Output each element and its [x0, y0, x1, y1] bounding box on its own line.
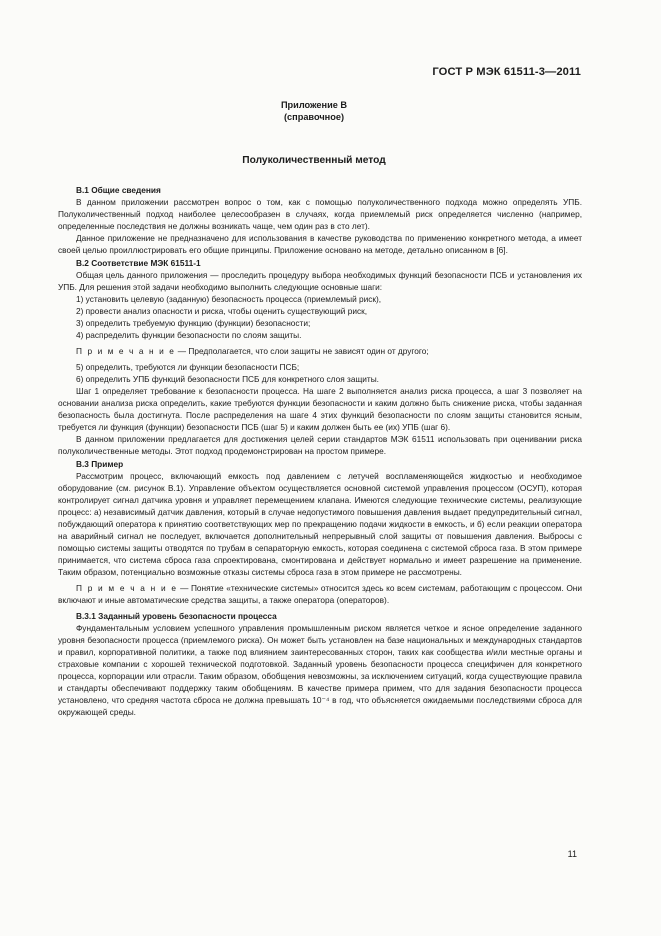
- list-item: 2) провести анализ опасности и риска, чтобы оценить существующий риск,: [76, 306, 368, 316]
- list-item: 4) распределить функции безопасности по слоям защиты.: [76, 330, 302, 340]
- section-heading-b1: В.1 Общие сведения: [76, 185, 161, 195]
- annex-block: [0, 99, 628, 123]
- page-title: Полуколичественный метод: [242, 155, 386, 166]
- note-text: — Понятие «технические системы» относится здесь ко всем системам, работающим с процессом. Они включают и иные автоматические средства защиты, а также оператора (операторов).: [58, 583, 582, 605]
- annex-title: Приложение В: [280, 100, 348, 110]
- paragraph: Фундаментальным условием успешного управления промышленным риском является четкое и ясное определение заданного уровня безопасности процесса (приемлемого риска). Он может быть установлен на базе национальных и международных стандартов и правил, корпоративной политики, а также под влиянием заинтересованных сторон, таких как сообщества и/или местные органы и страховые компании с хорошей технической подготовкой. Заданный уровень безопасности процесса специфичен для конкретного процесса, корпорации или отрасли. Таким образом, обобщения невозможны, за исключением ситуаций, когда существующие правила и стандарты обеспечивают поддержку таким обобщениям. В качестве примера примем, что для задания безопасности процесса установлено, что средняя частота сброса не должна превышать 10⁻⁴ в год, что объясняется ожидаемыми последствиями сброса для окружающей среды.: [58, 623, 582, 717]
- standard-header: ГОСТ Р МЭК 61511-3—2011: [432, 66, 581, 78]
- note: [58, 582, 582, 606]
- paragraph: Шаг 1 определяет требование к безопасности процесса. На шаге 2 выполняется анализ риска процесса, а шаг 3 позволяет на основании анализа риска определить, какие требуются функции безопасности и каким должно быть снижение риска, чтобы заданная безопасность была достигнута. После распределения на шаге 4 этих функций безопасности по слоям защиты становится ясным, требуется ли функция (функции) безопасности ПСБ (шаг 5) и каким должен быть ее (их) УПБ (шаг 6).: [58, 386, 582, 432]
- document-body: [58, 184, 582, 718]
- annex-subtitle: (справочное): [283, 112, 344, 122]
- paragraph: Рассмотрим процесс, включающий емкость под давлением с летучей воспламеняющейся жидкостью и необходимое оборудование (см. рисунок В.1). Управление объектом осуществляется основной системой управления процессом (ОСУП), которая контролирует сигнал датчика уровня и управляет перемещением клапана. Имеются следующие технические системы, реализующие процесс: а) независимый датчик давления, который в случае недопустимого повышения давления выдает предупредительный сигнал, побуждающий оператора к принятию соответствующих мер по прекращению подачи жидкости в емкость, и б) если реакции оператора на аварийный сигнал не последует, включается дополнительный непрерывный слой защиты от повышения давления. Выбросы с помощью системы защиты отводятся по трубам в сепараторную емкость, которая соединена с системой сброса газа. В этом примере принимается, что система сброса газа спроектирована, смонтирована и действует нормально и имеет разрешение на применение. Таким образом, потенциально возможные отказы системы сброса газа в этом примере не рассмотрены.: [58, 471, 582, 577]
- section-heading-b31: В.3.1 Заданный уровень безопасности процесса: [76, 611, 277, 621]
- paragraph: Данное приложение не предназначено для использования в качестве руководства по применению конкретного метода, а имеет своей целью проиллюстрировать его общие принципы. Приложение основано на методе, детально описанном в [6].: [58, 233, 582, 255]
- section-heading-b3: В.3 Пример: [76, 459, 124, 469]
- paragraph: В данном приложении рассмотрен вопрос о том, как с помощью полуколичественного подхода можно определять УПБ. Полуколичественный подход наиболее целесообразен в случаях, когда приемлемый риск определяется численно (например, определенные последствия не должны возникать чаще, чем один раз в сто лет).: [58, 197, 582, 231]
- paragraph: В данном приложении предлагается для достижения целей серии стандартов МЭК 61511 использовать при оценивании риска полуколичественные методы. Этот подход продемонстрирован на простом примере.: [58, 434, 582, 456]
- note-label: П р и м е ч а н и е: [76, 583, 178, 593]
- list-item: 6) определить УПБ функций безопасности ПСБ для конкретного слоя защиты.: [76, 374, 379, 384]
- list-item: 1) установить целевую (заданную) безопасность процесса (приемлемый риск),: [76, 294, 382, 304]
- section-heading-b2: В.2 Соответствие МЭК 61511-1: [76, 258, 201, 268]
- list-item: 5) определить, требуются ли функции безопасности ПСБ;: [76, 362, 300, 372]
- page-number: 11: [567, 849, 577, 859]
- note: [58, 345, 582, 357]
- note-label: П р и м е ч а н и е: [76, 346, 176, 356]
- list-item: 3) определить требуемую функцию (функции) безопасности;: [76, 318, 311, 328]
- note-text: — Предполагается, что слои защиты не зависят один от другого;: [175, 346, 429, 356]
- paragraph: Общая цель данного приложения — проследить процедуру выбора необходимых функций безопасности ПСБ и установления их УПБ. Для решения этой задачи необходимо выполнить следующие основные шаги:: [58, 270, 582, 292]
